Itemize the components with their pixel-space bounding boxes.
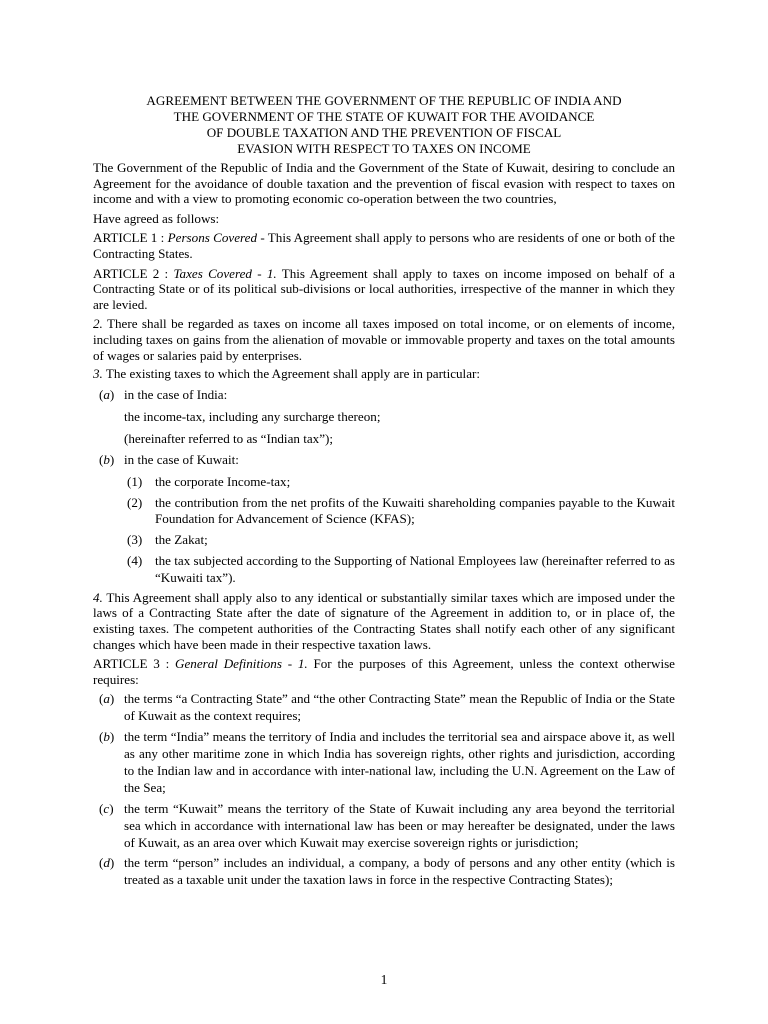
page-number: 1 bbox=[380, 972, 388, 987]
paragraph-text: The existing taxes to which the Agreement shall apply are in particular: bbox=[102, 366, 481, 382]
article-title: Taxes Covered bbox=[173, 265, 252, 281]
kuwait-tax-item bbox=[93, 553, 675, 585]
paragraph-number: 1. bbox=[266, 265, 277, 281]
agreement-title bbox=[93, 93, 675, 157]
paragraph-number: 4. bbox=[93, 589, 103, 605]
india-taxes: the income-tax, including any surcharge thereon; bbox=[124, 408, 381, 424]
subclause-label: (b) bbox=[99, 452, 115, 468]
article-2 bbox=[93, 266, 675, 313]
item-number: (1) bbox=[127, 473, 143, 489]
subclause-b bbox=[93, 452, 675, 468]
subclause-label: (a) bbox=[99, 386, 115, 402]
title-line: OF DOUBLE TAXATION AND THE PREVENTION OF FISCAL bbox=[206, 125, 562, 140]
article-2-para-3 bbox=[93, 366, 675, 382]
item-text: the Zakat; bbox=[155, 532, 208, 548]
item-text: the tax subjected according to the Supporting of National Employees law (hereinafter referred to as “Kuwaiti tax”). bbox=[155, 553, 675, 585]
subclause-text: in the case of Kuwait: bbox=[124, 452, 239, 468]
article-title: Persons Covered bbox=[167, 230, 258, 246]
label-letter: a bbox=[103, 386, 110, 402]
label-letter: b bbox=[103, 729, 110, 745]
article-title: General Definitions bbox=[175, 656, 282, 672]
paragraph-text: This Agreement shall apply to taxes on income imposed on behalf of a Contracting State or of its political sub-divisions or local authorities, irrespective of the manner in which they are levied. bbox=[93, 265, 675, 312]
preamble: The Government of the Republic of India and the Government of the State of Kuwait, desiring to conclude an Agreement for the avoidance of double taxation and the prevention of fiscal evasion with respect to taxes on income and with a view to promoting economic co-operation between the two countries, bbox=[93, 160, 675, 207]
item-number: (4) bbox=[127, 553, 143, 569]
definition-text: the term “person” includes an individual, a company, a body of persons and any other entity (which is treated as a taxable unit under the taxation laws in force in the respective Contracting States); bbox=[124, 855, 675, 888]
title-line: EVASION WITH RESPECT TO TAXES ON INCOME bbox=[237, 141, 531, 156]
label-letter: a bbox=[103, 691, 110, 707]
label-letter: c bbox=[103, 800, 110, 816]
paragraph-number: 2. bbox=[93, 316, 103, 332]
paragraph-number: 3. bbox=[93, 366, 103, 382]
article-text: - This Agreement shall apply to persons who are residents of one or both of the Contracting States. bbox=[93, 230, 675, 261]
paragraph-number: 1. bbox=[297, 656, 308, 672]
definition-label: (b) bbox=[99, 729, 115, 745]
label-letter: b bbox=[103, 452, 110, 468]
article-1 bbox=[93, 230, 675, 261]
definition-label: (a) bbox=[99, 691, 115, 707]
article-2-para-4 bbox=[93, 590, 675, 652]
item-number: (2) bbox=[127, 494, 143, 510]
kuwait-tax-item bbox=[93, 495, 675, 527]
article-heading: ARTICLE 3 : bbox=[93, 656, 176, 672]
article-2-para-2 bbox=[93, 316, 675, 363]
definition-a bbox=[93, 691, 675, 725]
item-text: the corporate Income-tax; bbox=[155, 473, 291, 489]
item-text: the contribution from the net profits of the Kuwaiti shareholding companies payable to the Kuwait Foundation for Advancement of Science (KFAS); bbox=[155, 494, 675, 526]
kuwait-tax-item bbox=[93, 474, 675, 490]
title-line: AGREEMENT BETWEEN THE GOVERNMENT OF THE REPUBLIC OF INDIA AND bbox=[146, 93, 622, 108]
definition-c bbox=[93, 801, 675, 852]
paragraph-text: This Agreement shall apply also to any identical or substantially similar taxes which are imposed under the laws of a Contracting State after the date of signature of the Agreement in addition to, or in place of, the existing taxes. The competent authorities of the Contracting States shall notify each other of any significant changes which have been made in their respective taxation laws. bbox=[93, 589, 675, 652]
paragraph-text: There shall be regarded as taxes on income all taxes imposed on total income, or on elements of income, including taxes on gains from the alienation of movable or immovable property and taxes on the total amounts of wages or salaries paid by enterprises. bbox=[93, 316, 675, 363]
paragraph-text: For the purposes of this Agreement, unless the context otherwise requires: bbox=[93, 656, 675, 687]
definition-text: the term “Kuwait” means the territory of the State of Kuwait including any area beyond the territorial sea which in accordance with international law has been or may hereafter be designated, under the laws of Kuwait, as an area over which Kuwait may exercise sovereign rights or jurisdiction; bbox=[124, 800, 675, 850]
article-heading: ARTICLE 2 : bbox=[93, 265, 174, 281]
article-heading: ARTICLE 1 : bbox=[93, 230, 168, 246]
india-tax-definition: (hereinafter referred to as “Indian tax”); bbox=[124, 431, 334, 447]
definition-label: (d) bbox=[99, 855, 115, 871]
article-3 bbox=[93, 656, 675, 687]
dash: - bbox=[281, 656, 298, 672]
definition-text: the terms “a Contracting State” and “the other Contracting State” mean the Republic of India or the State of Kuwait as the context requires; bbox=[124, 691, 675, 724]
definition-text: the term “India” means the territory of India and includes the territorial sea and airspace above it, as well as any other maritime zone in which India has sovereign rights, other rights and jurisdiction, according to the Indian law and in accordance with inter-national law, including the U.N. Agreement on the Law of the Sea; bbox=[124, 729, 675, 795]
definition-d bbox=[93, 855, 675, 889]
label-letter: d bbox=[103, 855, 110, 871]
title-line: THE GOVERNMENT OF THE STATE OF KUWAIT FOR THE AVOIDANCE bbox=[173, 109, 595, 124]
subclause-text: in the case of India: bbox=[124, 386, 228, 402]
definition-b bbox=[93, 729, 675, 797]
definition-label: (c) bbox=[99, 800, 114, 816]
subclause-a bbox=[93, 387, 675, 403]
kuwait-tax-item bbox=[93, 532, 675, 548]
item-number: (3) bbox=[127, 532, 143, 548]
agreed-line: Have agreed as follows: bbox=[93, 210, 220, 226]
dash: - bbox=[251, 265, 267, 281]
